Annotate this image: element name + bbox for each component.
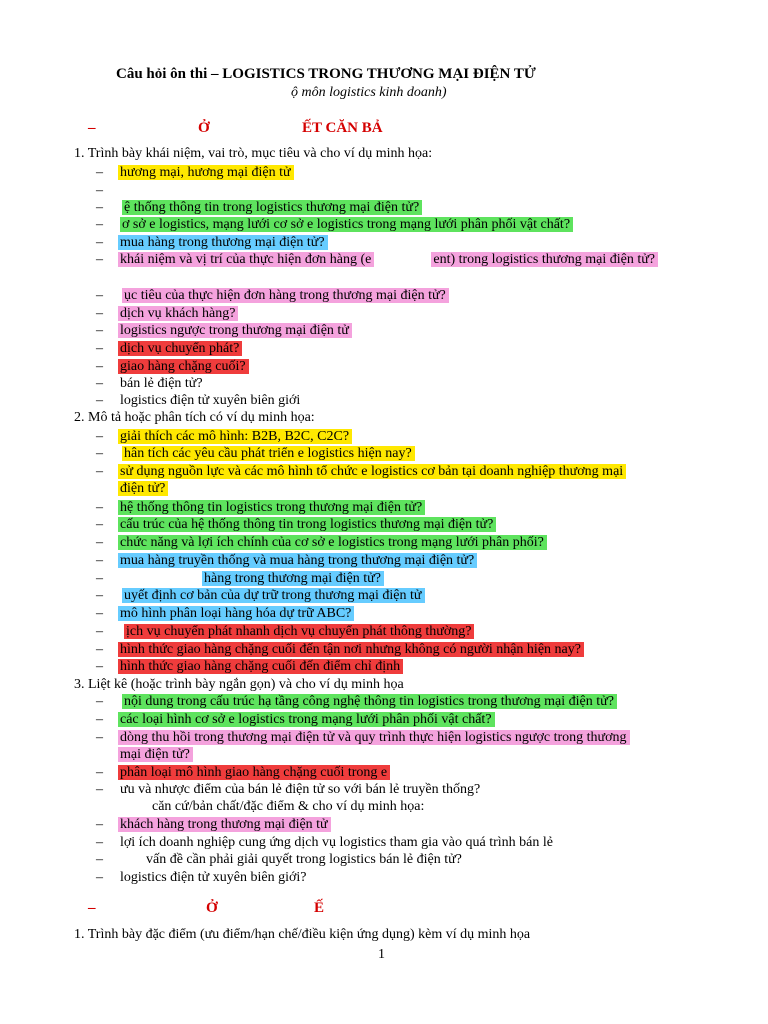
bullet-dash: – — [96, 571, 103, 586]
highlighted-text: các loại hình cơ sở e logistics trong mạng lưới phân phối vật chất? — [118, 712, 495, 727]
bullet-dash: – — [96, 165, 103, 180]
highlighted-text: khái niệm và vị trí của thực hiện đơn hàng (e — [118, 252, 374, 267]
page-subtitle: ộ môn logistics kinh doanh) — [291, 85, 447, 100]
question-3: 3. Liệt kê (hoặc trình bày ngắn gọn) và cho ví dụ minh họa — [74, 677, 404, 692]
highlighted-text: vấn đề cần phải giải quyết trong logistics bán lẻ điện tử? — [146, 852, 462, 867]
highlighted-text: dịch vụ chuyển phát? — [118, 341, 242, 356]
bullet-dash: – — [96, 817, 103, 832]
list-item-text — [118, 499, 683, 516]
highlighted-text: hàng trong thương mại điện tử? — [202, 571, 384, 586]
list-item-text — [118, 623, 683, 640]
highlighted-text: cấu trúc của hệ thống thông tin trong logistics thương mại điện tử? — [118, 517, 496, 532]
list-item-text — [118, 182, 683, 199]
highlighted-text: khách hàng trong thương mại điện tử — [118, 817, 331, 832]
highlighted-text: logistics điện tử xuyên biên giới? — [120, 870, 307, 885]
highlighted-text: hân tích các yêu cầu phát triển e logistics hiện nay? — [122, 446, 415, 461]
page-number: 1 — [378, 947, 385, 962]
list-item-text — [118, 392, 683, 409]
section-heading-part1: Ở — [206, 900, 218, 916]
highlighted-text — [118, 183, 123, 198]
list-item-text — [118, 305, 683, 322]
list-item-text — [118, 375, 683, 392]
bullet-dash: – — [96, 183, 103, 198]
bullet-dash: – — [96, 341, 103, 356]
bullet-dash: – — [96, 870, 103, 885]
highlighted-text: bán lẻ điện tử? — [120, 376, 203, 391]
list-item-text — [118, 641, 683, 658]
highlighted-text-continuation: điện tử? — [118, 481, 168, 496]
list-item-text — [118, 445, 683, 462]
question-3-sub: căn cứ/bản chất/đặc điểm & cho ví dụ minh họa: — [152, 799, 425, 814]
list-item-text — [118, 658, 683, 675]
bullet-dash: – — [96, 306, 103, 321]
bullet-dash: – — [96, 288, 103, 303]
bullet-dash: – — [96, 235, 103, 250]
bullet-dash: – — [96, 376, 103, 391]
list-item-text — [118, 587, 683, 604]
list-item-text — [118, 463, 683, 497]
highlighted-text: logistics ngược trong thương mại điện tử — [118, 323, 352, 338]
bullet-dash: – — [96, 535, 103, 550]
highlighted-text: lợi ích doanh nghiệp cung ứng dịch vụ logistics tham gia vào quá trình bán lẻ — [120, 835, 553, 850]
section-heading-2 — [88, 900, 348, 920]
bullet-dash: – — [96, 782, 103, 797]
bullet-dash: – — [96, 429, 103, 444]
highlighted-text: phân loại mô hình giao hàng chặng cuối trong e — [118, 765, 390, 780]
list-item-text — [118, 322, 683, 339]
highlighted-text: ục tiêu của thực hiện đơn hàng trong thương mại điện tử? — [122, 288, 449, 303]
section-heading-part2: Ế — [314, 900, 325, 916]
highlighted-text: uyết định cơ bản của dự trữ trong thương mại điện tử — [122, 588, 425, 603]
bullet-dash: – — [96, 730, 103, 745]
bullet-dash: – — [96, 393, 103, 408]
list-item-text — [118, 834, 683, 851]
bullet-dash: – — [96, 252, 103, 267]
list-item-text — [118, 516, 683, 533]
bullet-dash: – — [96, 200, 103, 215]
list-item-text — [118, 851, 683, 868]
highlighted-text: dịch vụ khách hàng? — [118, 306, 238, 321]
highlighted-text: dòng thu hồi trong thương mại điện tử và quy trình thực hiện logistics ngược trong thương — [118, 730, 630, 745]
section-heading-dash: – — [88, 900, 96, 916]
highlighted-text: mua hàng trong thương mại điện tử? — [118, 235, 328, 250]
highlighted-text: sử dụng nguồn lực và các mô hình tổ chức e logistics cơ bản tại doanh nghiệp thương mại — [118, 464, 626, 479]
highlighted-text: logistics điện tử xuyên biên giới — [120, 393, 301, 408]
bullet-dash: – — [96, 359, 103, 374]
list-item-text — [118, 781, 683, 798]
list-item-text — [118, 251, 683, 268]
list-item-text — [118, 869, 683, 886]
list-item-text — [118, 764, 683, 781]
section-heading-1 — [88, 120, 408, 140]
highlighted-text: ệ thống thông tin trong logistics thương mại điện tử? — [122, 200, 422, 215]
list-item-text — [118, 570, 683, 587]
section-heading-part1: Ở — [198, 120, 210, 136]
highlighted-text: hình thức giao hàng chặng cuối đến tận nơi nhưng không có người nhận hiện nay? — [118, 642, 584, 657]
list-item-text — [118, 816, 683, 833]
bullet-dash: – — [96, 217, 103, 232]
list-item-text — [118, 605, 683, 622]
highlighted-text: giải thích các mô hình: B2B, B2C, C2C? — [118, 429, 352, 444]
section-heading-part2: ẾT CĂN BẢ — [302, 120, 383, 136]
highlighted-text: nội dung trong cấu trúc hạ tầng công nghệ thông tin logistics trong thương mại điện tử? — [122, 694, 617, 709]
page-title: Câu hỏi ôn thi – LOGISTICS TRONG THƯƠNG MẠI ĐIỆN TỬ — [116, 66, 536, 82]
bullet-dash: – — [96, 659, 103, 674]
highlighted-text: giao hàng chặng cuối? — [118, 359, 249, 374]
list-item-text — [118, 358, 683, 375]
question-section2-1: 1. Trình bày đặc điểm (ưu điểm/hạn chế/điều kiện ứng dụng) kèm ví dụ minh họa — [74, 927, 531, 942]
highlighted-text-continuation: mại điện tử? — [118, 747, 193, 762]
highlighted-text: ịch vụ chuyển phát nhanh dịch vụ chuyển phát thông thường? — [124, 624, 474, 639]
highlighted-text: chức năng và lợi ích chính của cơ sở e logistics trong mạng lưới phân phối? — [118, 535, 547, 550]
list-item-text — [118, 340, 683, 357]
highlighted-text: ơ sở e logistics, mạng lưới cơ sở e logistics trong mạng lưới phân phối vật chất? — [120, 217, 573, 232]
bullet-dash: – — [96, 517, 103, 532]
highlighted-text: hình thức giao hàng chặng cuối đến điểm chỉ định — [118, 659, 403, 674]
list-item-text — [118, 287, 683, 304]
list-item-text — [118, 234, 683, 251]
bullet-dash: – — [96, 624, 103, 639]
bullet-dash: – — [96, 852, 103, 867]
bullet-dash: – — [96, 694, 103, 709]
bullet-dash: – — [96, 446, 103, 461]
bullet-dash: – — [96, 606, 103, 621]
bullet-dash: – — [96, 464, 103, 479]
highlighted-text: hương mại, hương mại điện tử — [118, 165, 294, 180]
highlighted-text: mua hàng truyền thống và mua hàng trong thương mại điện tử? — [118, 553, 477, 568]
list-item-text — [118, 552, 683, 569]
bullet-dash: – — [96, 553, 103, 568]
bullet-dash: – — [96, 642, 103, 657]
list-item-text — [118, 693, 683, 710]
bullet-dash: – — [96, 323, 103, 338]
bullet-dash: – — [96, 765, 103, 780]
list-item-text — [118, 534, 683, 551]
bullet-dash: – — [96, 500, 103, 515]
section-heading-dash: – — [88, 120, 96, 136]
list-item-text — [118, 428, 683, 445]
highlighted-text: ưu và nhược điểm của bán lẻ điện tử so với bán lẻ truyền thống? — [120, 782, 481, 797]
list-item-text — [118, 729, 683, 763]
bullet-dash: – — [96, 712, 103, 727]
bullet-dash: – — [96, 588, 103, 603]
highlighted-text-continuation: ent) trong logistics thương mại điện tử? — [431, 252, 658, 267]
question-2: 2. Mô tả hoặc phân tích có ví dụ minh họa: — [74, 410, 315, 425]
list-item-text — [118, 711, 683, 728]
highlighted-text: hệ thống thông tin logistics trong thương mại điện tử? — [118, 500, 425, 515]
list-item-text — [118, 216, 683, 233]
list-item-text — [118, 164, 683, 181]
highlighted-text: mô hình phân loại hàng hóa dự trữ ABC? — [118, 606, 354, 621]
list-item-text — [118, 199, 683, 216]
bullet-dash: – — [96, 835, 103, 850]
question-1: 1. Trình bày khái niệm, vai trò, mục tiêu và cho ví dụ minh họa: — [74, 146, 433, 161]
